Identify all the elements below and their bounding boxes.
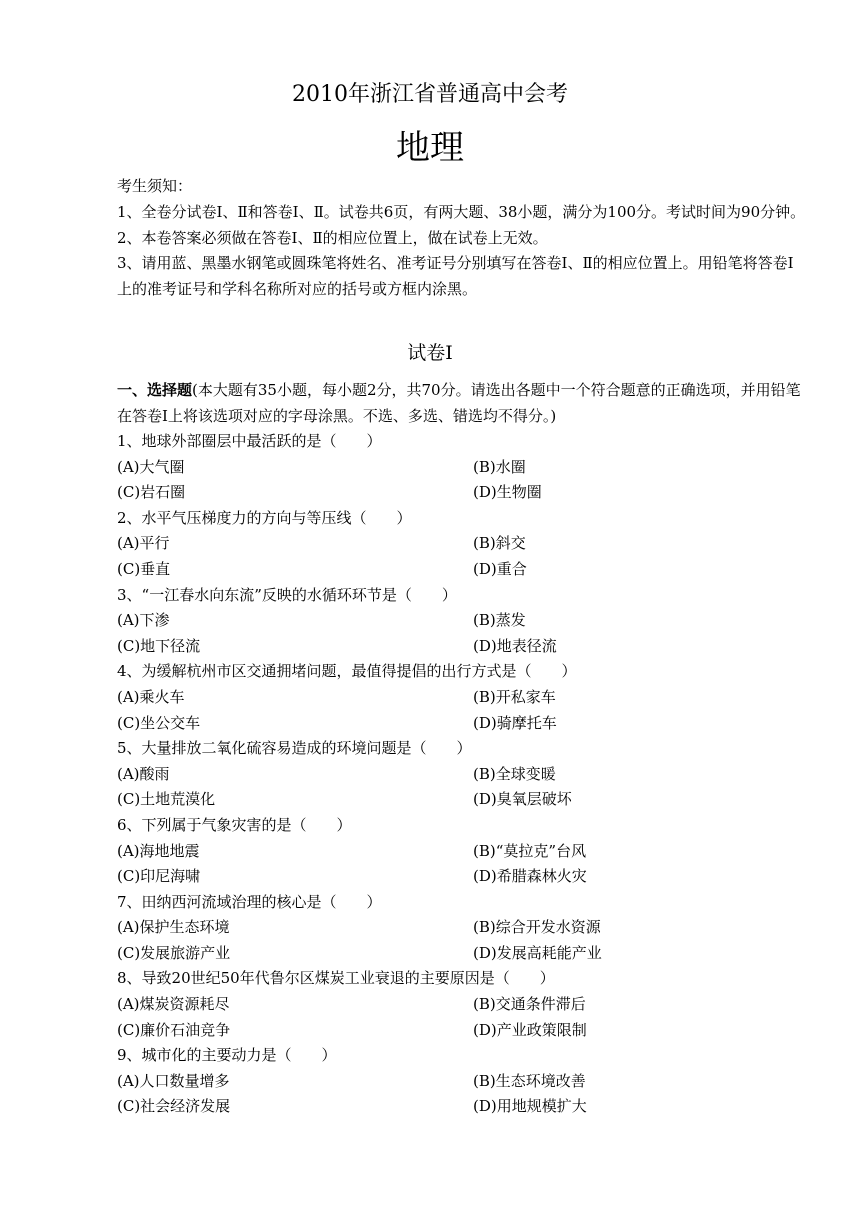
question-6 [117,813,807,890]
option-c: (C)印尼海啸 [117,867,201,886]
option-a: (A)大气圈 [117,457,185,476]
option-b: (B)交通条件滞后 [473,995,586,1014]
exam-title: 2010年浙江省普通高中会考 [292,82,568,107]
notice-item: 2、本卷答案必须做在答卷Ⅰ、Ⅱ的相应位置上，做在试卷上无效。 [117,228,548,247]
option-b: (B)水圈 [473,457,526,476]
question-8 [117,966,807,1043]
subject-title: 地理 [396,128,464,168]
notice-heading: 考生须知： [117,177,193,195]
option-a: (A)海地地震 [117,841,200,860]
candidate-notice [117,174,807,303]
option-row [117,941,807,967]
part-text: (本大题有35小题，每小题2分，共70分。请选出各题中一个符合题意的正确选项，并用铅笔在答卷Ⅰ上将该选项对应的字母涂黑。不选、多选、错选均不得分。) [117,381,801,425]
question-stem: 7、田纳西河流域治理的核心是（ ） [117,892,382,911]
question-9 [117,1043,807,1120]
option-row [117,685,807,711]
option-a: (A)下渗 [117,611,170,630]
option-b: (B)开私家车 [473,687,556,706]
option-b: (B)斜交 [473,534,526,553]
question-stem: 9、城市化的主要动力是（ ） [117,1046,337,1065]
option-row [117,915,807,941]
option-b: (B)“莫拉克”台风 [473,841,587,860]
option-c: (C)廉价石油竞争 [117,1020,231,1039]
option-a: (A)人口数量增多 [117,1071,230,1090]
option-d: (D)发展高耗能产业 [473,943,602,962]
question-1 [117,429,807,506]
option-d: (D)用地规模扩大 [473,1097,587,1116]
option-row [117,1018,807,1044]
question-4 [117,659,807,736]
option-row [117,1069,807,1095]
question-stem: 3、“一江春水向东流”反映的水循环环节是（ ） [117,585,457,604]
option-a: (A)平行 [117,534,170,553]
option-c: (C)土地荒漠化 [117,790,216,809]
question-stem: 5、大量排放二氧化硫容易造成的环境问题是（ ） [117,739,472,758]
option-d: (D)希腊森林火灾 [473,867,587,886]
option-row [117,608,807,634]
option-c: (C)地下径流 [117,636,201,655]
option-a: (A)保护生态环境 [117,918,230,937]
option-row [117,557,807,583]
option-c: (C)发展旅游产业 [117,943,231,962]
option-a: (A)酸雨 [117,764,170,783]
option-row [117,864,807,890]
option-b: (B)综合开发水资源 [473,918,601,937]
option-d: (D)重合 [473,559,527,578]
option-b: (B)蒸发 [473,611,526,630]
option-c: (C)社会经济发展 [117,1097,231,1116]
question-stem: 4、为缓解杭州市区交通拥堵问题，最值得提倡的出行方式是（ ） [117,662,577,681]
option-d: (D)产业政策限制 [473,1020,587,1039]
option-c: (C)垂直 [117,559,171,578]
option-row [117,992,807,1018]
question-5 [117,736,807,813]
option-d: (D)生物圈 [473,483,542,502]
question-stem: 6、下列属于气象灾害的是（ ） [117,815,352,834]
option-row [117,839,807,865]
question-7 [117,890,807,967]
option-a: (A)煤炭资源耗尽 [117,995,230,1014]
section-instructions [117,378,807,430]
option-d: (D)臭氧层破坏 [473,790,572,809]
part-label: 一、选择题 [117,381,193,399]
notice-item: 3、请用蓝、黑墨水钢笔或圆珠笔将姓名、准考证号分别填写在答卷Ⅰ、Ⅱ的相应位置上。用铅笔将答卷Ⅰ上的准考证号和学科名称所对应的括号或方框内涂黑。 [117,254,794,299]
question-stem: 1、地球外部圈层中最活跃的是（ ） [117,432,382,450]
option-b: (B)全球变暖 [473,764,556,783]
section-title: 试卷Ⅰ [407,342,453,364]
option-row [117,455,807,481]
option-c: (C)坐公交车 [117,713,201,732]
option-b: (B)生态环境改善 [473,1071,586,1090]
question-list [117,429,807,1120]
option-a: (A)乘火车 [117,687,185,706]
option-row [117,480,807,506]
notice-item: 1、全卷分试卷Ⅰ、Ⅱ和答卷Ⅰ、Ⅱ。试卷共6页，有两大题、38小题，满分为100分。考试时间为90分钟。 [117,202,806,221]
option-row [117,531,807,557]
option-row [117,1094,807,1120]
option-c: (C)岩石圈 [117,483,186,502]
option-d: (D)地表径流 [473,636,557,655]
question-2 [117,506,807,583]
option-row [117,634,807,660]
option-row [117,711,807,737]
option-d: (D)骑摩托车 [473,713,557,732]
question-3 [117,583,807,660]
question-stem: 8、导致20世纪50年代鲁尔区煤炭工业衰退的主要原因是（ ） [117,969,555,988]
option-row [117,787,807,813]
question-stem: 2、水平气压梯度力的方向与等压线（ ） [117,508,412,527]
option-row [117,762,807,788]
